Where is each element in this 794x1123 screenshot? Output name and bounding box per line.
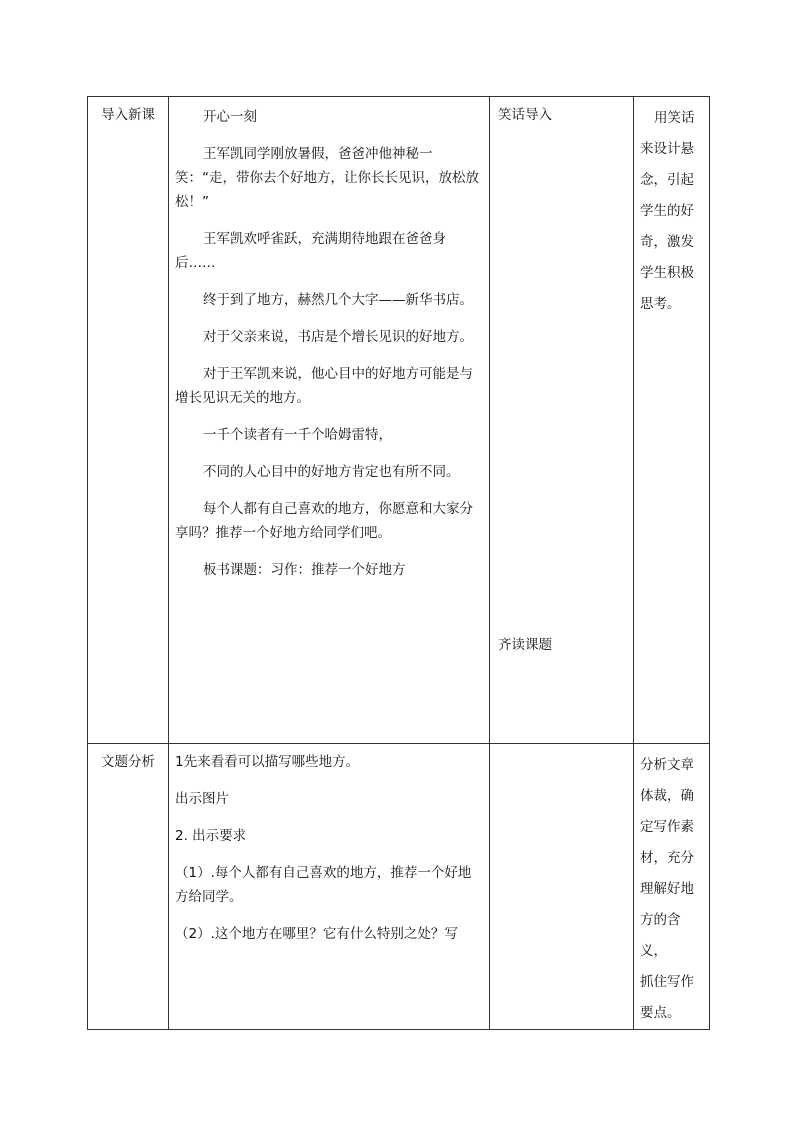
- activity-text: 齐读课题: [498, 637, 552, 653]
- purpose-line: 用笑话: [654, 110, 695, 126]
- section-label: 文题分析: [101, 754, 155, 770]
- table-row: [88, 744, 710, 1030]
- purpose-line: 念，引起: [640, 172, 694, 188]
- content-paragraph: 2. 出示要求: [175, 828, 247, 844]
- content-paragraph: 每个人都有自己喜欢的地方，你愿意和大家分享吗？推荐一个好地方给同学们吧。: [175, 501, 473, 541]
- table-row: [88, 97, 710, 744]
- purpose-line: 学生的好: [640, 203, 694, 219]
- content-paragraph: 王军凯同学刚放暑假，爸爸冲他神秘一笑：“走，带你去个好地方，让你长长见识，放松放松！”: [175, 146, 479, 210]
- content-paragraph: 对于王军凯来说，他心目中的好地方可能是与增长见识无关的地方。: [175, 366, 473, 406]
- purpose-cell: [634, 97, 710, 744]
- content-cell: [169, 744, 490, 1030]
- activity-cell: [490, 744, 634, 1030]
- purpose-line: 来设计悬: [640, 141, 694, 157]
- purpose-line: 方的含义，: [640, 912, 681, 959]
- content-cell: [169, 97, 490, 744]
- activity-cell: [490, 97, 634, 744]
- section-label-cell: [88, 97, 169, 744]
- content-paragraph: 板书课题：习作：推荐一个好地方: [203, 562, 406, 578]
- section-label-cell: [88, 744, 169, 1030]
- purpose-line: 思考。: [640, 296, 681, 312]
- content-paragraph: 一千个读者有一千个哈姆雷特，: [203, 427, 392, 443]
- purpose-line: 体裁，确: [640, 788, 694, 804]
- purpose-line: 理解好地: [640, 881, 694, 897]
- content-paragraph: 不同的人心目中的好地方肯定也有所不同。: [203, 464, 460, 480]
- content-paragraph: 出示图片: [175, 791, 229, 807]
- purpose-line: 奇，激发: [640, 234, 694, 250]
- purpose-line: 抓住写作: [640, 974, 694, 990]
- content-paragraph: 对于父亲来说，书店是个增长见识的好地方。: [203, 329, 473, 345]
- purpose-line: 分析文章: [640, 757, 694, 773]
- purpose-cell: [634, 744, 710, 1030]
- content-paragraph: 终于到了地方，赫然几个大字——新华书店。: [203, 292, 473, 308]
- purpose-line: 学生积极: [640, 265, 694, 281]
- lesson-plan-table: [87, 96, 710, 1030]
- content-paragraph: 开心一刻: [203, 109, 257, 125]
- content-paragraph: 1先来看看可以描写哪些地方。: [175, 754, 360, 770]
- content-paragraph: （2）.这个地方在哪里？它有什么特别之处？写: [175, 926, 458, 942]
- content-paragraph: 王军凯欢呼雀跃，充满期待地跟在爸爸身后……: [175, 231, 446, 271]
- section-label: 导入新课: [101, 107, 155, 123]
- purpose-line: 要点。: [640, 1005, 681, 1021]
- purpose-line: 定写作素: [640, 819, 694, 835]
- content-paragraph: （1）.每个人都有自己喜欢的地方，推荐一个好地方给同学。: [175, 865, 472, 905]
- purpose-line: 材，充分: [640, 850, 694, 866]
- activity-text: 笑话导入: [498, 107, 552, 123]
